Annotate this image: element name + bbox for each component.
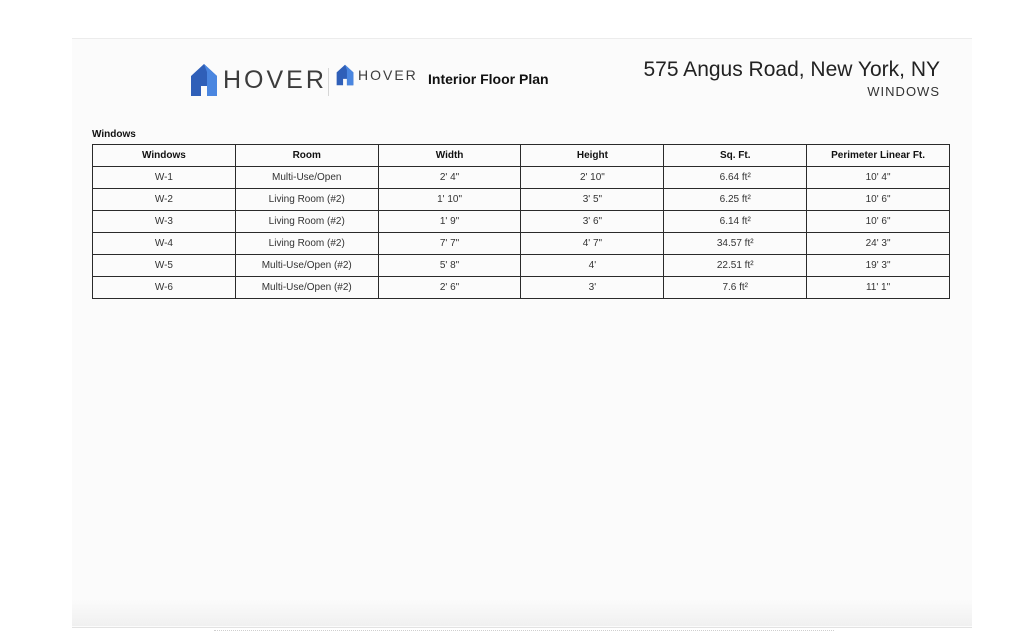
table-row [93, 233, 950, 255]
table-cell: 10' 4" [807, 167, 950, 189]
column-header: Height [521, 145, 664, 167]
windows-table [92, 144, 950, 299]
table-cell: 5' 8" [378, 255, 521, 277]
table-row [93, 255, 950, 277]
table-cell: W-3 [93, 211, 236, 233]
page-bottom-edge [72, 600, 972, 626]
table-cell: W-5 [93, 255, 236, 277]
table-row [93, 277, 950, 299]
table-cell: 2' 6" [378, 277, 521, 299]
section-subhead: WINDOWS [867, 84, 940, 99]
hover-logo-large [190, 63, 327, 97]
table-cell: 34.57 ft² [664, 233, 807, 255]
table-cell: 2' 4" [378, 167, 521, 189]
table-cell: 3' 5" [521, 189, 664, 211]
table-cell: W-1 [93, 167, 236, 189]
table-row [93, 211, 950, 233]
house-logo-icon [190, 63, 218, 97]
footer-rule [214, 630, 834, 632]
table-cell: 7' 7" [378, 233, 521, 255]
table-cell: 1' 10" [378, 189, 521, 211]
logo-divider [328, 68, 329, 96]
table-cell: 19' 3" [807, 255, 950, 277]
table-cell: Multi-Use/Open [235, 167, 378, 189]
table-cell: 2' 10" [521, 167, 664, 189]
property-address: 575 Angus Road, New York, NY [643, 58, 940, 81]
table-cell: W-6 [93, 277, 236, 299]
document-title: Interior Floor Plan [428, 71, 549, 87]
table-cell: 6.14 ft² [664, 211, 807, 233]
table-header-row [93, 145, 950, 167]
table-cell: W-2 [93, 189, 236, 211]
table-cell: Living Room (#2) [235, 233, 378, 255]
table-cell: 22.51 ft² [664, 255, 807, 277]
table-cell: 7.6 ft² [664, 277, 807, 299]
column-header: Room [235, 145, 378, 167]
table-cell: 1' 9" [378, 211, 521, 233]
table-cell: W-4 [93, 233, 236, 255]
logo-wordmark: HOVER [223, 65, 327, 94]
table-cell: 3' [521, 277, 664, 299]
table-row [93, 167, 950, 189]
table-cell: Living Room (#2) [235, 211, 378, 233]
house-logo-icon [336, 64, 354, 86]
column-header: Perimeter Linear Ft. [807, 145, 950, 167]
column-header: Sq. Ft. [664, 145, 807, 167]
table-cell: 24' 3" [807, 233, 950, 255]
column-header: Windows [93, 145, 236, 167]
table-cell: 4' [521, 255, 664, 277]
table-caption: Windows [92, 129, 136, 140]
table-cell: 4' 7" [521, 233, 664, 255]
table-cell: 3' 6" [521, 211, 664, 233]
table-cell: Multi-Use/Open (#2) [235, 255, 378, 277]
table-cell: 10' 6" [807, 189, 950, 211]
document-page [72, 38, 972, 628]
table-cell: Multi-Use/Open (#2) [235, 277, 378, 299]
column-header: Width [378, 145, 521, 167]
logo-wordmark: HOVER [358, 67, 418, 83]
table-cell: 11' 1" [807, 277, 950, 299]
document-header [72, 39, 972, 129]
hover-logo-small [336, 64, 418, 86]
table-cell: 10' 6" [807, 211, 950, 233]
table-cell: 6.25 ft² [664, 189, 807, 211]
table-row [93, 189, 950, 211]
table-cell: Living Room (#2) [235, 189, 378, 211]
table-cell: 6.64 ft² [664, 167, 807, 189]
